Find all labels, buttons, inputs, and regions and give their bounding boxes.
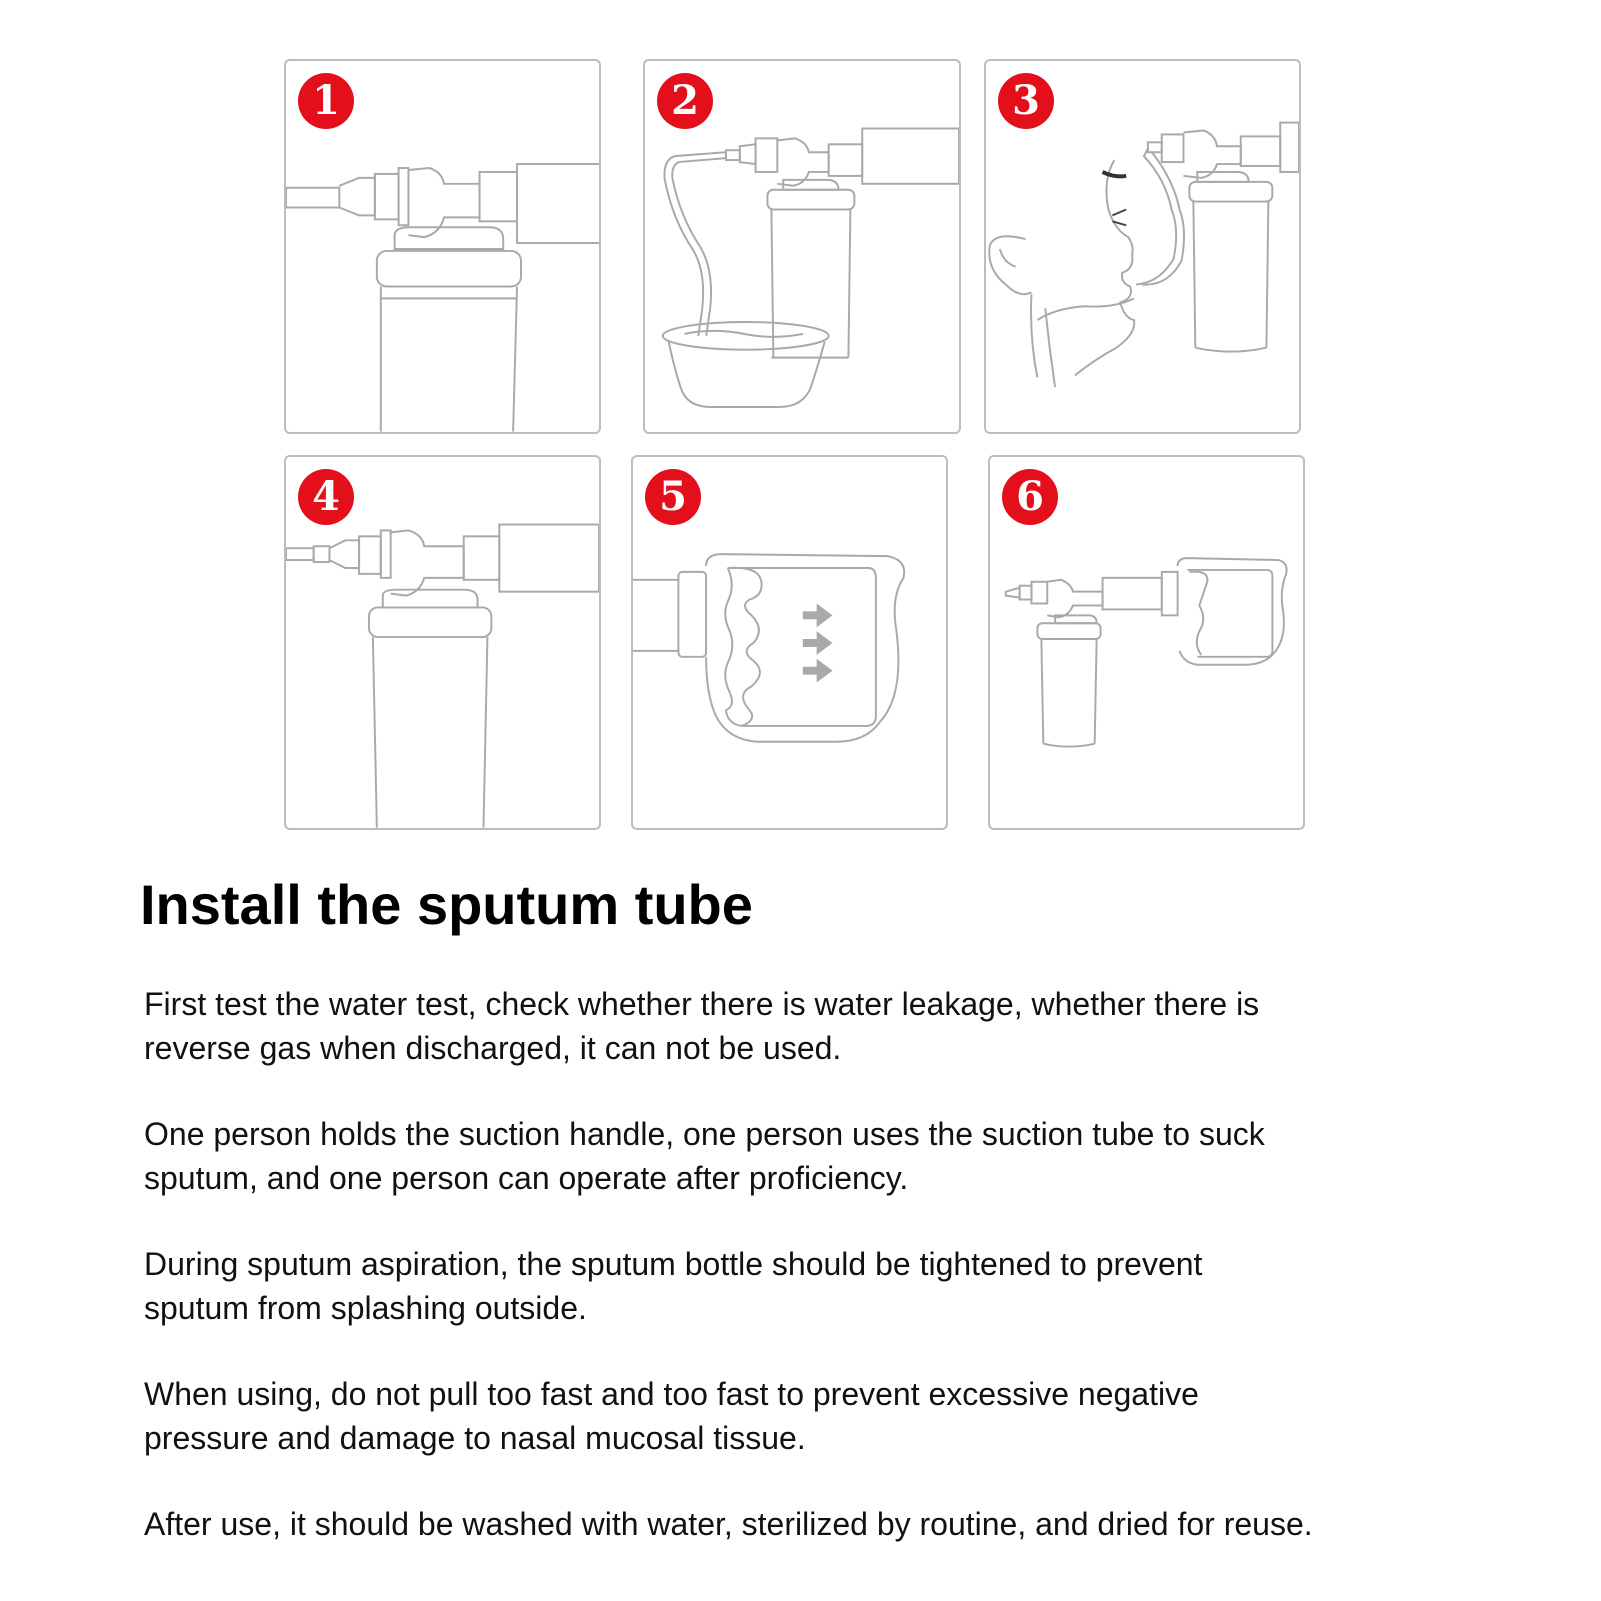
- step-number-badge: 3: [998, 73, 1054, 129]
- step-panel-1: [284, 59, 601, 434]
- instruction-paragraph: [144, 1112, 1464, 1200]
- instruction-line: One person holds the suction handle, one person uses the suction tube to suck: [144, 1116, 1265, 1152]
- step-panel-2: [643, 59, 961, 434]
- instruction-line: During sputum aspiration, the sputum bottle should be tightened to prevent: [144, 1246, 1203, 1282]
- step-number-badge: 4: [298, 469, 354, 525]
- instruction-line: After use, it should be washed with water, sterilized by routine, and dried for reuse.: [144, 1506, 1313, 1542]
- instruction-paragraph: [144, 982, 1464, 1070]
- step-number-badge: 5: [645, 469, 701, 525]
- page-title: Install the sputum tube: [140, 873, 753, 936]
- instruction-line: When using, do not pull too fast and too fast to prevent excessive negative: [144, 1376, 1199, 1412]
- step-panel-5: [631, 455, 948, 830]
- step-panel-6: [988, 455, 1305, 830]
- instruction-paragraph: [144, 1502, 1464, 1546]
- step-panel-3: [984, 59, 1301, 434]
- instruction-line: First test the water test, check whether there is water leakage, whether there is: [144, 986, 1260, 1022]
- instruction-line: reverse gas when discharged, it can not be used.: [144, 1030, 842, 1066]
- instruction-line: sputum, and one person can operate after proficiency.: [144, 1160, 909, 1196]
- instruction-line: pressure and damage to nasal mucosal tissue.: [144, 1420, 806, 1456]
- step-number-badge: 6: [1002, 469, 1058, 525]
- step-panel-4: [284, 455, 601, 830]
- instruction-line: sputum from splashing outside.: [144, 1290, 587, 1326]
- step-number-badge: 1: [298, 73, 354, 129]
- step-number-badge: 2: [657, 73, 713, 129]
- instruction-paragraph: [144, 1372, 1464, 1460]
- instruction-paragraph: [144, 1242, 1464, 1330]
